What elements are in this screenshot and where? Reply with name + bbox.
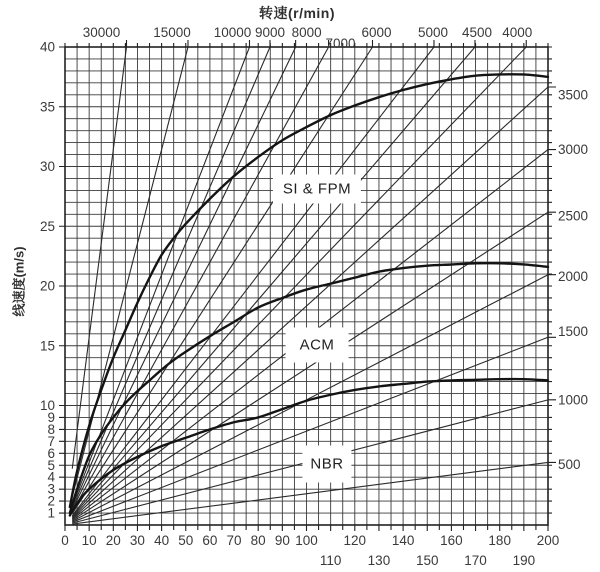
- tick-label: 140: [391, 533, 415, 548]
- tick-label: 500: [558, 456, 581, 472]
- tick-label: 50: [178, 533, 194, 548]
- tick-label: 90: [274, 533, 290, 548]
- tick-label: 190: [512, 553, 536, 568]
- tick-label: 70: [226, 533, 242, 548]
- tick-label: 4500: [461, 25, 493, 40]
- tick-label: 120: [343, 533, 367, 548]
- speed-line-5000: [72, 47, 434, 516]
- x-tick-labels: [61, 533, 559, 568]
- tick-label: 8000: [291, 25, 322, 40]
- tick-label: 170: [464, 553, 487, 568]
- tick-label: 40: [154, 533, 170, 548]
- curve-label-si-fpm: SI & FPM: [273, 175, 361, 204]
- tick-label: 5000: [417, 25, 449, 40]
- tick-label: 15: [39, 338, 55, 354]
- tick-label: 3500: [558, 87, 589, 103]
- tick-label: 10000: [213, 25, 252, 40]
- tick-label: 35: [39, 99, 55, 115]
- curve-label-acm: ACM: [286, 328, 349, 363]
- tick-label: 9000: [254, 25, 286, 40]
- right-rpm-labels: [558, 88, 588, 472]
- tick-label: 25: [39, 218, 55, 234]
- tick-label: 100: [295, 533, 318, 548]
- tick-label: 1000: [558, 392, 589, 408]
- tick-label: 5: [47, 457, 55, 473]
- tick-label: 0: [61, 533, 69, 548]
- tick-label: 20: [105, 533, 121, 548]
- tick-label: 15000: [153, 25, 191, 40]
- tick-label: 110: [319, 553, 342, 568]
- speed-line-2000: [72, 275, 548, 522]
- speed-line-4000: [72, 47, 526, 517]
- y-tick-labels: [40, 40, 56, 521]
- tick-label: 30: [39, 159, 55, 174]
- tick-label: 2: [47, 493, 55, 509]
- tick-label: 20: [39, 278, 55, 294]
- tick-label: 160: [440, 533, 463, 548]
- curve-label-nbr: NBR: [302, 446, 351, 483]
- tick-label: 130: [367, 553, 391, 568]
- tick-label: 7: [47, 433, 55, 449]
- tick-label: 60: [202, 533, 218, 548]
- tick-label: 3000: [558, 142, 589, 158]
- tick-label: 10: [39, 398, 55, 413]
- tick-label: 40: [39, 39, 55, 55]
- tick-label: 4000: [502, 25, 533, 40]
- speed-line-8000: [72, 47, 295, 510]
- top-axis-title: 转速(r/min): [258, 5, 336, 21]
- tick-label: 6: [47, 445, 55, 461]
- speed-line-4500: [72, 47, 475, 517]
- tick-label: 80: [250, 533, 266, 548]
- curve-si-fpm: [70, 74, 548, 507]
- speed-line-9000: [72, 47, 270, 508]
- tick-label: 30: [129, 533, 145, 548]
- tick-label: 150: [415, 553, 439, 568]
- tick-label: 4: [47, 469, 55, 485]
- tick-label: 200: [536, 533, 560, 548]
- tick-label: 7000: [325, 36, 356, 51]
- tick-label: 6000: [361, 25, 392, 40]
- tick-label: 30000: [82, 25, 121, 40]
- tick-label: 180: [488, 533, 511, 548]
- tick-label: 3: [47, 481, 55, 497]
- y-axis-title: 线速度(m/s): [11, 246, 27, 317]
- tick-label: 2000: [558, 269, 589, 285]
- tick-label: 1: [47, 505, 55, 521]
- tick-label: 2500: [558, 208, 589, 224]
- tick-label: 8: [47, 421, 55, 437]
- tick-label: 1500: [558, 323, 589, 339]
- speed-line-7000: [72, 47, 328, 512]
- tick-label: 9: [47, 409, 55, 425]
- tick-label: 10: [81, 533, 97, 548]
